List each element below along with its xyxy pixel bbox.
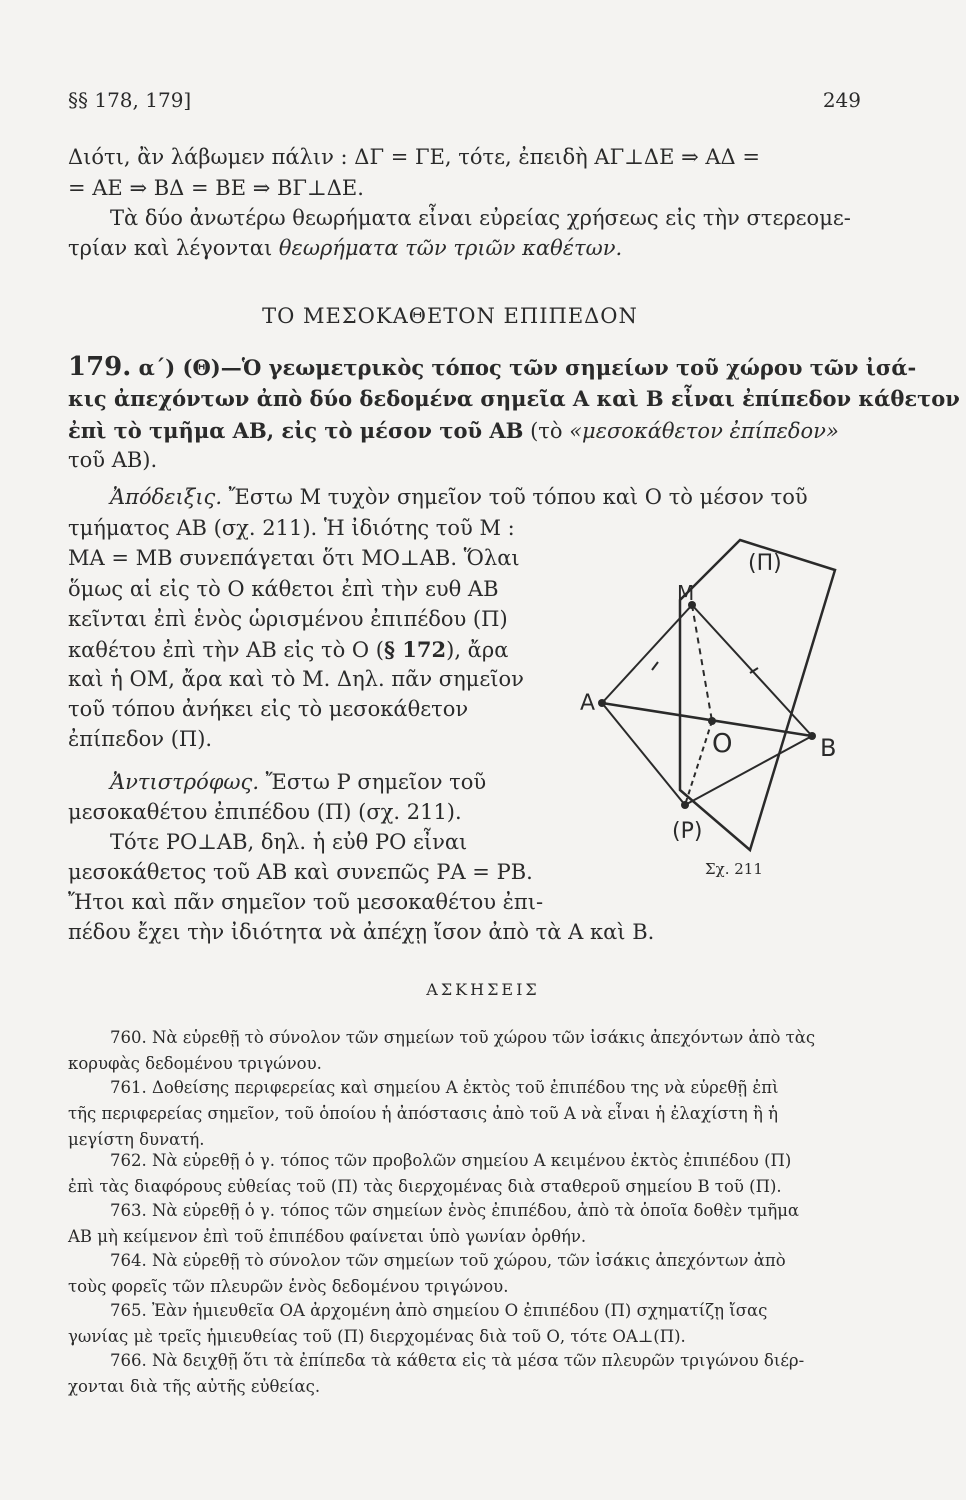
converse-line: πέδου ἔχει τὴν ἰδιότητα νὰ ἀπέχῃ ἴσον ἀπὸ τὰ Α καὶ Β. xyxy=(68,920,655,944)
proof-text: καθέτου ἐπὶ τὴν ΑΒ εἰς τὸ Ο ( xyxy=(68,638,384,662)
exercise-line: ἐπὶ τὰς διαφόρους εὐθείας τοῦ (Π) τὰς διερχομένας διὰ σταθεροῦ σημείου Β τοῦ (Π). xyxy=(68,1177,782,1196)
converse-line xyxy=(110,770,486,794)
proof-line: καὶ ἡ ΟΜ, ἄρα καὶ τὸ Μ. Δηλ. πᾶν σημεῖον xyxy=(68,667,524,691)
proof-line: ἐπίπεδον (Π). xyxy=(68,727,213,751)
exercise-760 xyxy=(68,1025,858,1077)
exercise-line: τῆς περιφερείας σημεῖον, τοῦ ὁποίου ἡ ἀπόστασις ἀπὸ τοῦ Α νὰ εἶναι ἡ ἐλαχίστη ἢ ἡ xyxy=(68,1104,778,1123)
intro-line xyxy=(68,236,622,260)
exercise-763 xyxy=(68,1198,858,1250)
figure-211 xyxy=(580,520,880,880)
proof-line xyxy=(68,637,508,662)
exercises-title: ΑΣΚΗΣΕΙΣ xyxy=(426,980,540,999)
exercise-line: ΑΒ μὴ κείμενον ἐπὶ τοῦ ἐπιπέδου φαίνεται ὑπὸ γωνίαν ὀρθήν. xyxy=(68,1227,587,1246)
exercise-line: χονται διὰ τῆς αὐτῆς εὐθείας. xyxy=(68,1377,321,1396)
exercise-762 xyxy=(68,1148,858,1200)
intro-line: Διότι, ἂν λάβωμεν πάλιν : ΔΓ = ΓΕ, τότε, ἐπειδὴ ΑΓ⊥ΔΕ ⇒ ΑΔ = xyxy=(68,145,760,169)
theorem-text: α΄) (Θ)—Ὁ γεωμετρικὸς τόπος τῶν σημείων τοῦ χώρου τῶν ἰσά- xyxy=(131,355,917,380)
intro-line: Τὰ δύο ἀνωτέρω θεωρήματα εἶναι εὐρείας χρήσεως εἰς τὴν στερεομε- xyxy=(110,206,851,230)
converse-heading: Ἀντιστρόφως. xyxy=(110,770,259,794)
proof-heading: Ἀπόδειξις. xyxy=(110,485,222,509)
exercise-765 xyxy=(68,1298,858,1350)
page-number: 249 xyxy=(822,88,861,112)
exercise-line: γωνίας μὲ τρεῖς ἡμιευθείας τοῦ (Π) διερχομένας διὰ τοῦ Ο, τότε ΟΑ⊥(Π). xyxy=(68,1327,686,1346)
proof-line xyxy=(110,485,808,509)
exercise-line: κορυφὰς δεδομένου τριγώνου. xyxy=(68,1054,322,1073)
converse-line: Τότε ΡΟ⊥ΑΒ, δηλ. ἡ εὐθ ΡΟ εἶναι xyxy=(110,830,468,854)
exercise-line: 762. Νὰ εὑρεθῇ ὁ γ. τόπος τῶν προβολῶν σημείου Α κειμένου ἐκτὸς ἐπιπέδου (Π) xyxy=(110,1151,792,1170)
exercise-line: 763. Νὰ εὑρεθῇ ὁ γ. τόπος τῶν σημείων ἑνὸς ἐπιπέδου, ἀπὸ τὰ ὁποῖα δοθὲν τμῆμα xyxy=(110,1201,800,1220)
theorem-line: κις ἀπεχόντων ἀπὸ δύο δεδομένα σημεῖα Α καὶ Β εἶναι ἐπίπεδον κάθετον xyxy=(68,386,960,411)
theorem-line xyxy=(68,418,839,443)
proof-text: Ἔστω Μ τυχὸν σημεῖον τοῦ τόπου καὶ Ο τὸ μέσον τοῦ xyxy=(222,485,808,509)
section-reference: §§ 178, 179] xyxy=(68,88,192,112)
proof-line: ὅμως αἱ εἰς τὸ Ο κάθετοι ἐπὶ τὴν ευθ ΑΒ xyxy=(68,577,499,601)
segment-pa xyxy=(602,703,685,805)
point-a xyxy=(598,699,606,707)
label-o: Ο xyxy=(712,729,733,759)
theorem-line: τοῦ ΑΒ). xyxy=(68,448,158,472)
converse-line: Ἤτοι καὶ πᾶν σημεῖον τοῦ μεσοκαθέτου ἐπι- xyxy=(68,890,544,914)
point-b xyxy=(808,732,816,740)
exercise-line: 765. Ἐὰν ἡμιευθεῖα ΟΑ ἀρχομένη ἀπὸ σημείου Ο ἐπιπέδου (Π) σχηματίζῃ ἴσας xyxy=(110,1301,768,1320)
exercise-line: τοὺς φορεῖς τῶν πλευρῶν ἑνὸς δεδομένου τριγώνου. xyxy=(68,1277,509,1296)
exercise-line: 764. Νὰ εὑρεθῇ τὸ σύνολον τῶν σημείων τοῦ χώρου, τῶν ἰσάκις ἀπεχόντων ἀπὸ xyxy=(110,1251,786,1270)
intro-italic: θεωρήματα τῶν τριῶν καθέτων. xyxy=(278,236,623,260)
proof-line: τμήματος ΑΒ (σχ. 211). Ἡ ἰδιότης τοῦ Μ : xyxy=(68,516,515,540)
exercise-line: 760. Νὰ εὑρεθῇ τὸ σύνολον τῶν σημείων τοῦ χώρου τῶν ἰσάκις ἀπεχόντων ἀπὸ τὰς xyxy=(110,1028,816,1047)
theorem-line xyxy=(68,352,916,382)
geometry-diagram xyxy=(580,520,880,880)
point-o xyxy=(708,717,716,725)
segment-ab xyxy=(602,703,812,736)
label-m: Μ xyxy=(677,581,695,605)
theorem-italic: «μεσοκάθετον ἐπίπεδον» xyxy=(569,419,839,443)
point-p xyxy=(681,801,689,809)
label-b: Β xyxy=(820,734,837,762)
label-p: (Ρ) xyxy=(672,819,703,844)
segment-ma xyxy=(602,605,692,703)
converse-text: Ἔστω Ρ σημεῖον τοῦ xyxy=(259,770,487,794)
proof-line: ΜΑ = ΜΒ συνεπάγεται ὅτι ΜΟ⊥ΑΒ. Ὅλαι xyxy=(68,546,520,570)
intro-text: τρίαν καὶ λέγονται xyxy=(68,236,279,260)
exercise-line: 766. Νὰ δειχθῇ ὅτι τὰ ἐπίπεδα τὰ κάθετα εἰς τὰ μέσα τῶν πλευρῶν τριγώνου διέρ- xyxy=(110,1351,805,1370)
proof-line: τοῦ τόπου ἀνήκει εἰς τὸ μεσοκάθετον xyxy=(68,697,469,721)
tick-mark xyxy=(652,662,658,670)
converse-line: μεσοκαθέτου ἐπιπέδου (Π) (σχ. 211). xyxy=(68,800,462,824)
exercise-line: 761. Δοθείσης περιφερείας καὶ σημείου Α ἐκτὸς τοῦ ἐπιπέδου της νὰ εὑρεθῇ ἐπὶ xyxy=(110,1078,779,1097)
exercise-761 xyxy=(68,1075,858,1153)
proof-reference: § 172 xyxy=(384,637,447,662)
segment-mb xyxy=(692,605,812,736)
label-plane: (Π) xyxy=(748,551,782,576)
label-a: Α xyxy=(580,691,596,716)
intro-line: = ΑΕ ⇒ ΒΔ = ΒΕ ⇒ ΒΓ⊥ΔΕ. xyxy=(68,176,364,200)
exercise-764 xyxy=(68,1248,858,1300)
figure-caption: Σχ. 211 xyxy=(705,860,763,878)
proof-text: ), ἄρα xyxy=(446,638,509,662)
plane-outline xyxy=(680,540,835,850)
theorem-text: ἐπὶ τὸ τμῆμα ΑΒ, εἰς τὸ μέσον τοῦ ΑΒ xyxy=(68,418,524,443)
proof-line: κεῖνται ἐπὶ ἑνὸς ὡρισμένου ἐπιπέδου (Π) xyxy=(68,607,508,631)
exercise-766 xyxy=(68,1348,858,1400)
exercise-line: μεγίστη δυνατή. xyxy=(68,1130,205,1149)
segment-pb xyxy=(685,736,812,805)
theorem-number: 179. xyxy=(68,352,132,382)
section-title: ΤΟ ΜΕΣΟΚΑΘΕΤΟΝ ΕΠΙΠΕΔΟΝ xyxy=(262,304,638,328)
converse-line: μεσοκάθετος τοῦ ΑΒ καὶ συνεπῶς ΡΑ = ΡΒ. xyxy=(68,860,533,884)
theorem-text: (τὸ xyxy=(523,419,570,443)
